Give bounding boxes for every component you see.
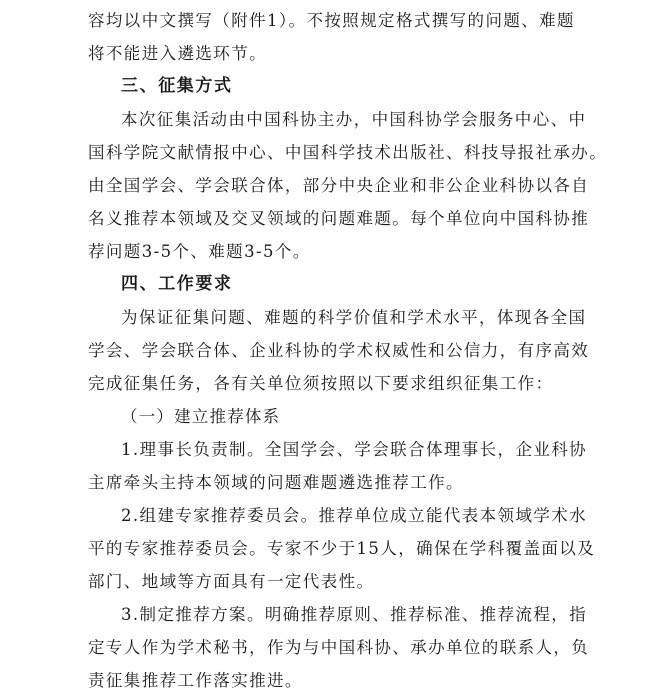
text-line: 学会、学会联合体、企业科协的学术权威性和公信力，有序高效 (88, 341, 590, 360)
list-item-line: 1.理事长负责制。全国学会、学会联合体理事长，企业科协 (121, 440, 588, 459)
text-line: 荐问题3-5个、难题3-5个。 (88, 242, 311, 261)
list-item-line: 3.制定推荐方案。明确推荐原则、推荐标准、推荐流程，指 (121, 605, 588, 624)
section-heading-collection-method: 三、征集方式 (121, 76, 233, 96)
list-item-line: 2.组建专家推荐委员会。推荐单位成立能代表本领域学术水 (121, 506, 588, 525)
document-page (88, 4, 608, 697)
list-item-line: 定专人作为学术秘书，作为与中国科协、承办单位的联系人，负 (88, 638, 590, 657)
text-line: 为保证征集问题、难题的科学价值和学术水平，体现各全国 (121, 308, 587, 327)
text-line: 由全国学会、学会联合体，部分中央企业和非公企业科协以各自 (88, 176, 590, 195)
section-heading-work-requirements: 四、工作要求 (121, 274, 233, 294)
list-item-line: 平的专家推荐委员会。专家不少于15人，确保在学科覆盖面以及 (88, 539, 596, 558)
list-item-line: 主席牵头主持本领域的问题难题遴选推荐工作。 (88, 473, 464, 492)
list-item-line: 部门、地域等方面具有一定代表性。 (88, 572, 375, 591)
text-line: 国科学院文献情报中心、中国科学技术出版社、科技导报社承办。 (88, 143, 608, 162)
text-line: 名义推荐本领域及交叉领域的问题难题。每个单位向中国科协推 (88, 209, 590, 228)
text-line: 容均以中文撰写（附件1）。不按照规定格式撰写的问题、难题 (88, 11, 575, 30)
subsection-heading: （一）建立推荐体系 (121, 407, 281, 426)
text-line: 将不能进入遴选环节。 (88, 44, 267, 63)
list-item-line: 责征集推荐工作落实推进。 (88, 671, 303, 690)
text-line: 完成征集任务，各有关单位须按照以下要求组织征集工作： (88, 374, 554, 393)
text-line: 本次征集活动由中国科协主办，中国科协学会服务中心、中 (121, 110, 587, 129)
